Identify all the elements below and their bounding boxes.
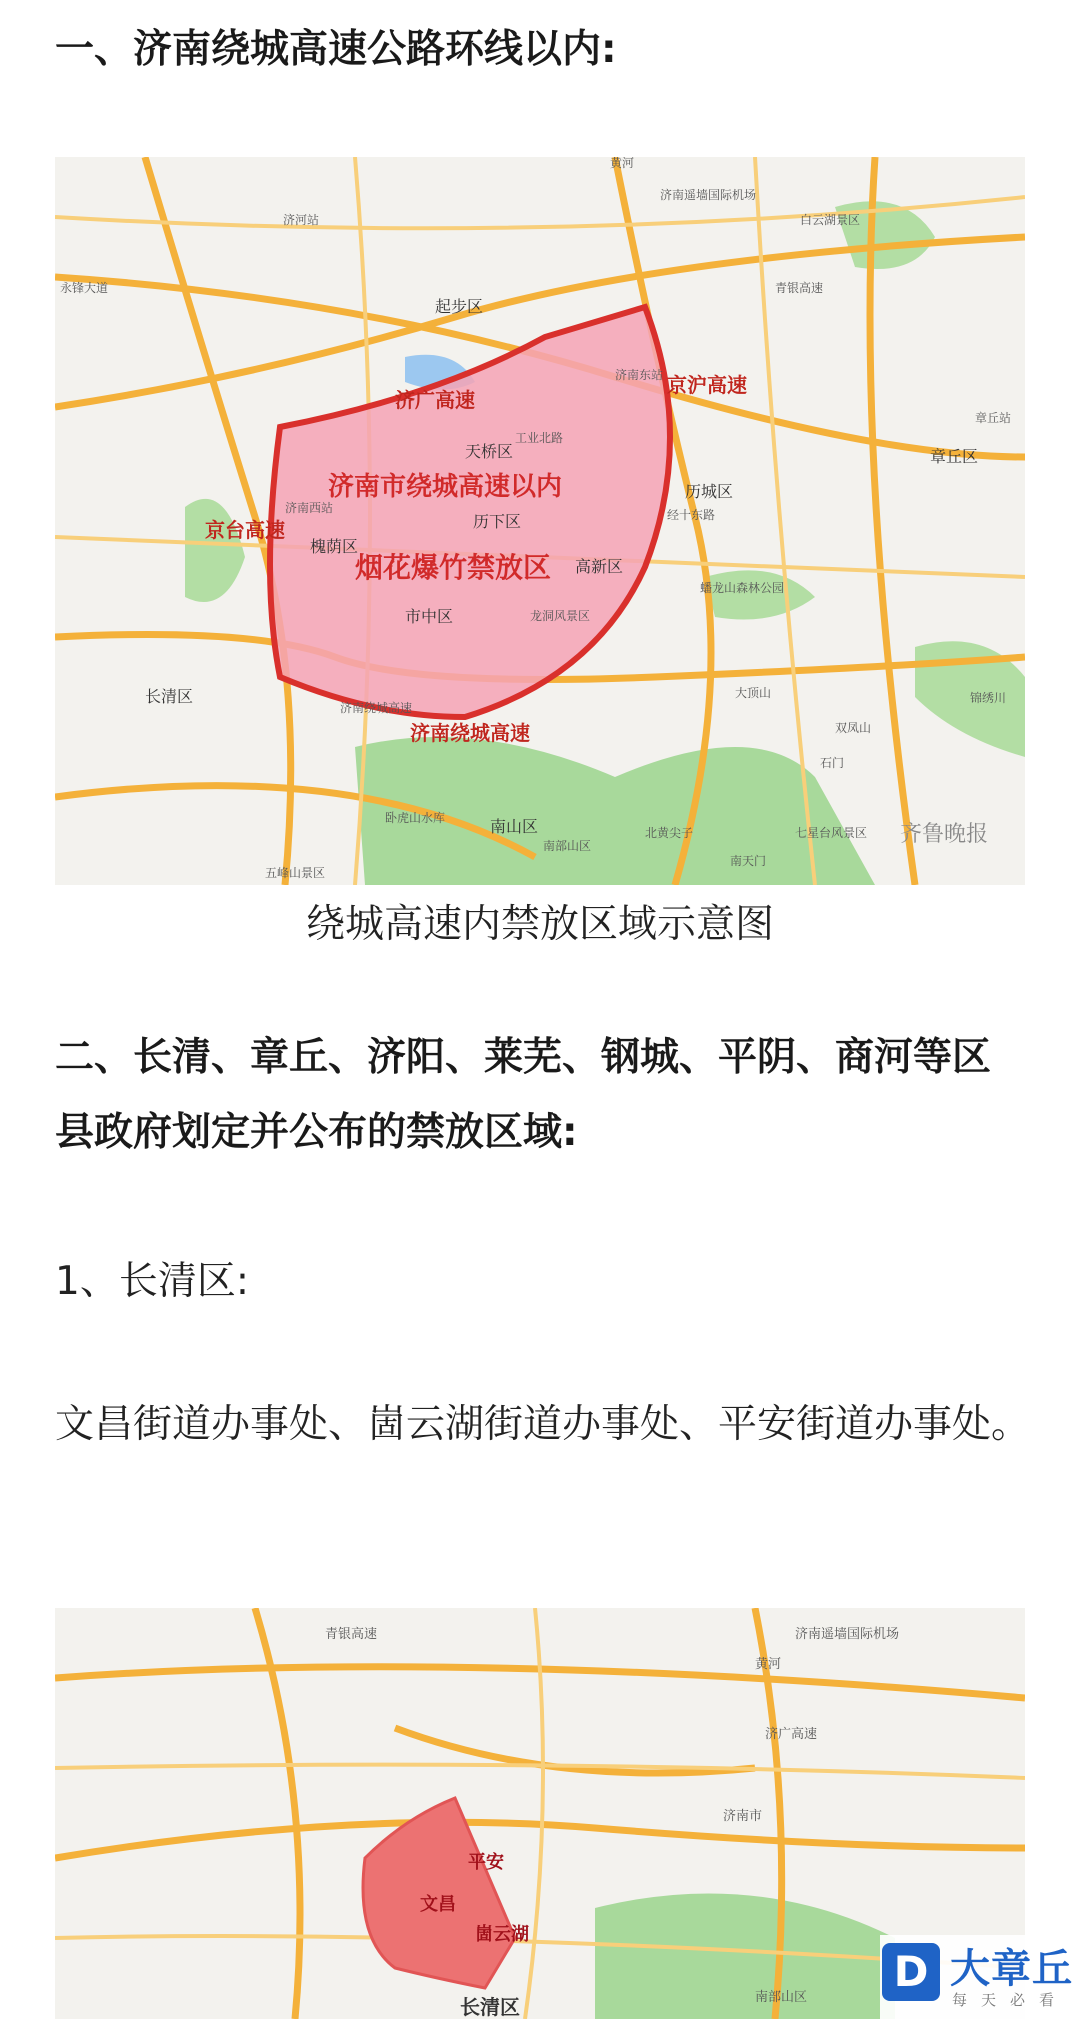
brand-slogan: 每天必看 [952, 1991, 1069, 2009]
highway-label: 济广高速 [395, 388, 475, 412]
poi-label: 济南市 [723, 1809, 763, 1824]
district-label: 天桥区 [465, 442, 514, 461]
poi-label: 大顶山 [735, 686, 772, 700]
poi-label: 青银高速 [775, 281, 824, 295]
green-area [185, 499, 245, 602]
subsection-title: 1、长清区: [55, 1259, 249, 1304]
poi-label: 济南西站 [285, 501, 334, 515]
poi-label: 七星台风景区 [795, 826, 868, 840]
brand-badge [880, 1935, 1080, 2019]
zone-label: 崮云湖 [475, 1924, 529, 1945]
highway-label: 济南绕城高速 [410, 721, 530, 745]
map-ring-road-zone [55, 157, 1025, 885]
poi-label: 章丘站 [975, 411, 1012, 425]
poi-label: 蟠龙山森林公园 [700, 581, 785, 595]
zone-subtitle: 烟花爆竹禁放区 [355, 551, 552, 584]
map-ring-road-svg [55, 157, 1025, 885]
poi-label: 工业北路 [515, 431, 564, 445]
brand-name: 大章丘 [950, 1946, 1073, 1992]
section2-heading: 二、长清、章丘、济阳、莱芜、钢城、平阴、商河等区县政府划定并公布的禁放区域: [55, 1035, 992, 1155]
district-label: 市中区 [405, 607, 454, 626]
section1-heading: 一、济南绕城高速公路环线以内: [55, 27, 617, 72]
poi-label: 锦绣川 [970, 691, 1007, 705]
poi-label: 南部山区 [755, 1990, 808, 2005]
highway-label: 京沪高速 [667, 373, 747, 397]
zone-label: 平安 [468, 1852, 504, 1873]
district-label: 历下区 [473, 512, 522, 531]
poi-label: 龙洞风景区 [530, 609, 591, 623]
poi-label: 济南绕城高速 [340, 701, 413, 715]
poi-label: 济南遥墙国际机场 [660, 188, 757, 202]
district-label: 起步区 [435, 297, 484, 316]
poi-label: 双凤山 [835, 721, 872, 735]
poi-label: 北黄尖子 [645, 826, 694, 840]
district-label: 槐荫区 [310, 537, 359, 556]
poi-label: 南天门 [730, 854, 767, 868]
poi-label: 青银高速 [325, 1627, 378, 1642]
district-label: 长清区 [460, 1995, 520, 2019]
district-label: 长清区 [145, 687, 194, 706]
poi-label: 卧虎山水库 [385, 811, 446, 825]
brand-logo-icon: D [882, 1943, 940, 2001]
poi-label: 南部山区 [543, 839, 592, 853]
map1-caption: 绕城高速内禁放区域示意图 [305, 902, 774, 947]
zone-label: 文昌 [420, 1894, 456, 1915]
poi-label: 济河站 [283, 213, 320, 227]
subsection-body: 文昌街道办事处、崮云湖街道办事处、平安街道办事处。 [55, 1402, 1031, 1447]
poi-label: 白云湖景区 [800, 213, 861, 227]
highway-label: 京台高速 [205, 518, 285, 542]
zone-title: 济南市绕城高速以内 [328, 472, 563, 502]
district-label: 历城区 [685, 482, 734, 501]
poi-label: 五峰山景区 [265, 866, 326, 880]
district-label: 高新区 [575, 557, 624, 576]
poi-label: 永锋大道 [60, 281, 109, 295]
poi-label: 黄河 [755, 1657, 782, 1672]
district-label: 章丘区 [930, 447, 979, 466]
map-watermark: 齐鲁晚报 [900, 822, 989, 847]
poi-label: 石门 [820, 756, 845, 770]
poi-label: 济广高速 [765, 1727, 818, 1742]
poi-label: 济南遥墙国际机场 [795, 1627, 900, 1642]
poi-label: 经十东路 [667, 508, 716, 522]
poi-label: 济南东站 [615, 368, 664, 382]
poi-label: 黄河 [610, 157, 635, 170]
district-label: 南山区 [490, 817, 539, 836]
